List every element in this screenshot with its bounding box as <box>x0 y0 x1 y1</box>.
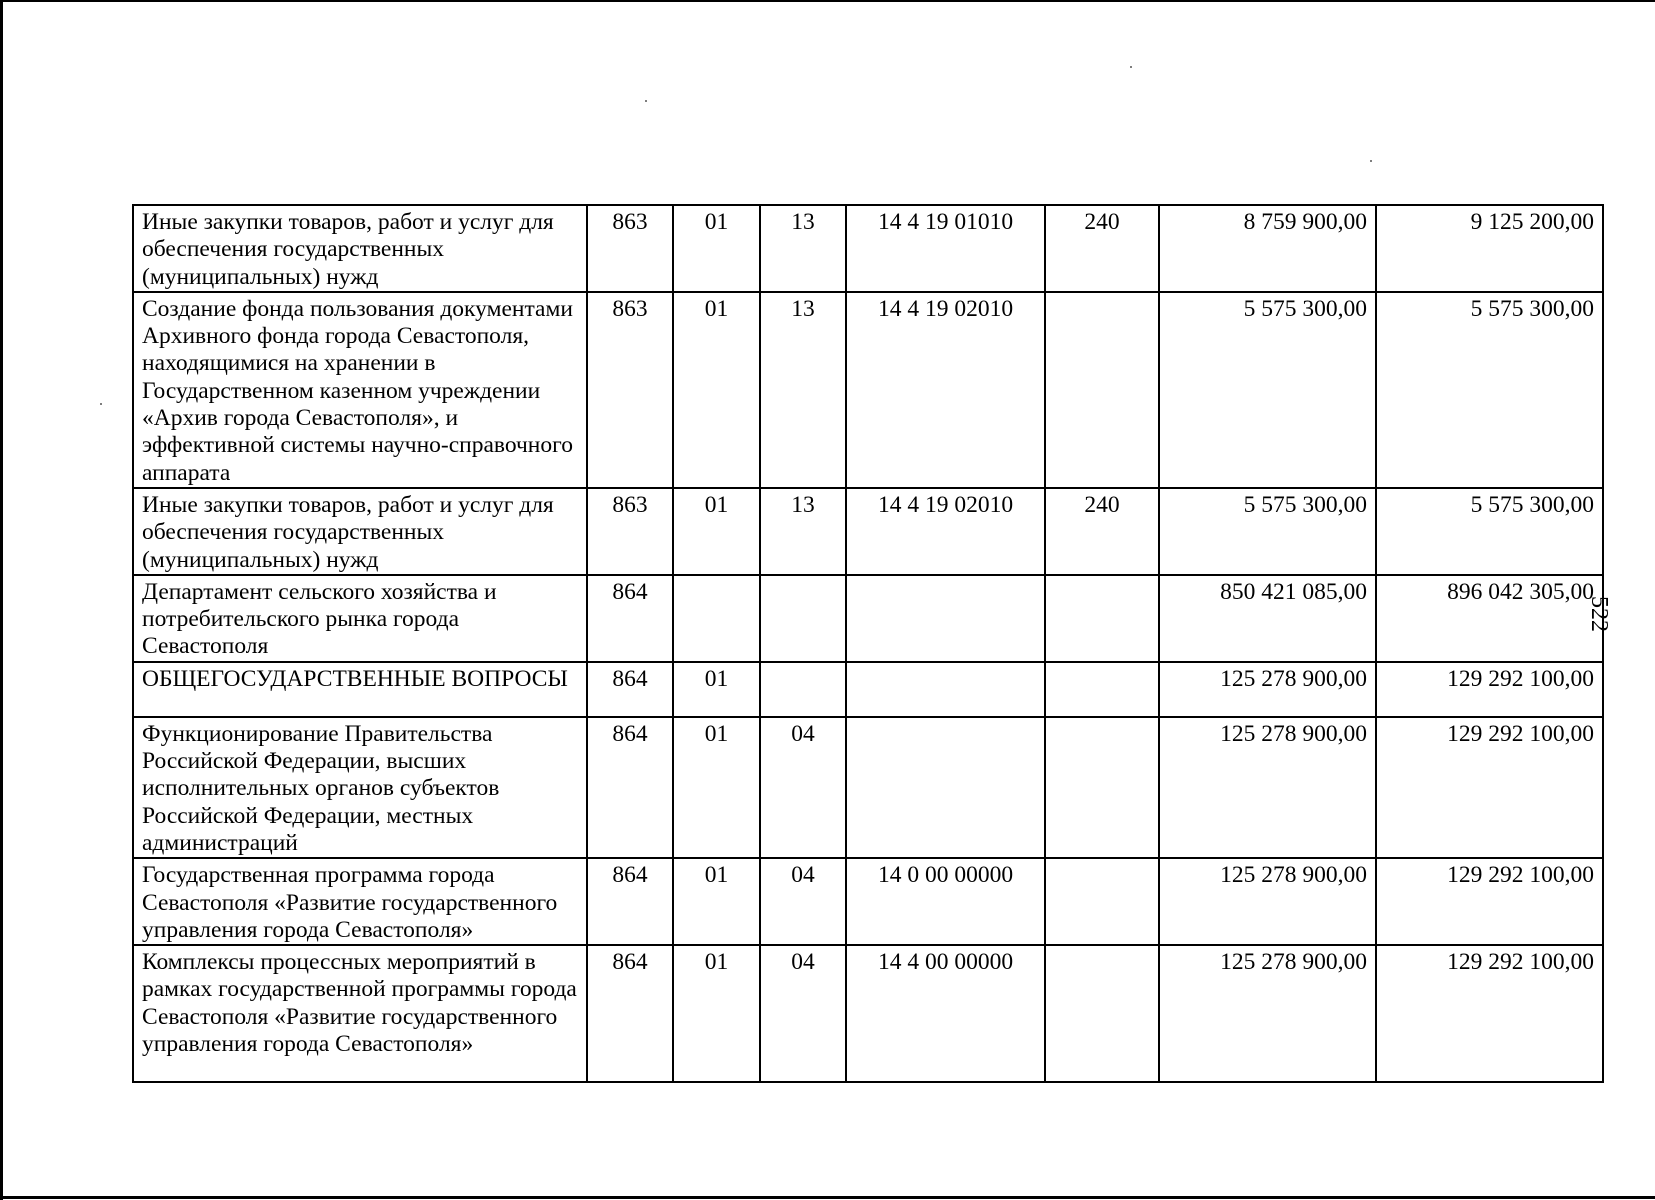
table-row <box>133 717 1603 858</box>
row-csr: 14 0 00 00000 <box>846 858 1045 945</box>
table-row <box>133 662 1603 717</box>
row-sum-1: 125 278 900,00 <box>1159 945 1376 1082</box>
row-pr <box>760 662 846 717</box>
row-sum-2: 129 292 100,00 <box>1376 662 1603 717</box>
row-pr <box>760 575 846 662</box>
table-row <box>133 858 1603 945</box>
scan-border-bottom <box>0 1196 1655 1199</box>
row-sum-2: 129 292 100,00 <box>1376 858 1603 945</box>
row-csr <box>846 575 1045 662</box>
row-glava: 864 <box>587 575 673 662</box>
row-sum-2: 5 575 300,00 <box>1376 292 1603 488</box>
row-csr: 14 4 19 02010 <box>846 488 1045 575</box>
row-vr <box>1045 292 1159 488</box>
row-sum-1: 8 759 900,00 <box>1159 205 1376 292</box>
row-name: Комплексы процессных мероприятий в рамках государственной программы города Севастополя «Развитие государственного управления города Севастополя» <box>133 945 587 1082</box>
row-sum-2: 5 575 300,00 <box>1376 488 1603 575</box>
row-sum-1: 5 575 300,00 <box>1159 488 1376 575</box>
row-sum-1: 125 278 900,00 <box>1159 662 1376 717</box>
row-rz: 01 <box>673 717 760 858</box>
row-sum-2: 896 042 305,00 <box>1376 575 1603 662</box>
budget-table <box>132 204 1604 1083</box>
row-pr: 13 <box>760 488 846 575</box>
row-sum-1: 5 575 300,00 <box>1159 292 1376 488</box>
row-name: Государственная программа города Севастополя «Развитие государственного управления города Севастополя» <box>133 858 587 945</box>
table-row <box>133 292 1603 488</box>
row-sum-1: 850 421 085,00 <box>1159 575 1376 662</box>
row-name: Функционирование Правительства Российской Федерации, высших исполнительных органов субъектов Российской Федерации, местных администраций <box>133 717 587 858</box>
table-row <box>133 488 1603 575</box>
row-pr: 04 <box>760 945 846 1082</box>
row-name: Департамент сельского хозяйства и потребительского рынка города Севастополя <box>133 575 587 662</box>
row-csr: 14 4 00 00000 <box>846 945 1045 1082</box>
table-row <box>133 575 1603 662</box>
row-rz <box>673 575 760 662</box>
row-vr <box>1045 945 1159 1082</box>
row-sum-2: 9 125 200,00 <box>1376 205 1603 292</box>
scan-speck <box>1370 160 1372 162</box>
scan-border-left <box>0 0 3 1200</box>
row-pr: 13 <box>760 292 846 488</box>
row-vr <box>1045 575 1159 662</box>
row-sum-1: 125 278 900,00 <box>1159 858 1376 945</box>
row-csr: 14 4 19 01010 <box>846 205 1045 292</box>
row-vr: 240 <box>1045 205 1159 292</box>
row-vr <box>1045 858 1159 945</box>
row-sum-2: 129 292 100,00 <box>1376 945 1603 1082</box>
row-rz: 01 <box>673 858 760 945</box>
row-rz: 01 <box>673 945 760 1082</box>
row-name: Создание фонда пользования документами Архивного фонда города Севастополя, находящимися на хранении в Государственном казенном учреждении «Архив города Севастополя», и эффективной системы научно-справочного аппарата <box>133 292 587 488</box>
row-rz: 01 <box>673 662 760 717</box>
row-name: ОБЩЕГОСУДАРСТВЕННЫЕ ВОПРОСЫ <box>133 662 587 717</box>
row-pr: 13 <box>760 205 846 292</box>
row-glava: 864 <box>587 945 673 1082</box>
scan-speck <box>645 100 647 102</box>
row-rz: 01 <box>673 205 760 292</box>
row-csr <box>846 717 1045 858</box>
row-csr <box>846 662 1045 717</box>
row-glava: 864 <box>587 662 673 717</box>
scan-speck <box>1130 66 1132 68</box>
row-name: Иные закупки товаров, работ и услуг для обеспечения государственных (муниципальных) нужд <box>133 488 587 575</box>
table-row <box>133 205 1603 292</box>
row-glava: 863 <box>587 205 673 292</box>
scan-border-top <box>0 0 1655 2</box>
row-glava: 863 <box>587 488 673 575</box>
row-glava: 864 <box>587 858 673 945</box>
row-pr: 04 <box>760 858 846 945</box>
row-pr: 04 <box>760 717 846 858</box>
row-sum-1: 125 278 900,00 <box>1159 717 1376 858</box>
row-sum-2: 129 292 100,00 <box>1376 717 1603 858</box>
page-number: 522 <box>1586 596 1612 632</box>
row-rz: 01 <box>673 488 760 575</box>
row-name: Иные закупки товаров, работ и услуг для обеспечения государственных (муниципальных) нужд <box>133 205 587 292</box>
row-vr <box>1045 717 1159 858</box>
row-csr: 14 4 19 02010 <box>846 292 1045 488</box>
row-glava: 863 <box>587 292 673 488</box>
scan-speck <box>100 403 102 405</box>
row-vr <box>1045 662 1159 717</box>
row-glava: 864 <box>587 717 673 858</box>
table-row <box>133 945 1603 1082</box>
row-vr: 240 <box>1045 488 1159 575</box>
row-rz: 01 <box>673 292 760 488</box>
